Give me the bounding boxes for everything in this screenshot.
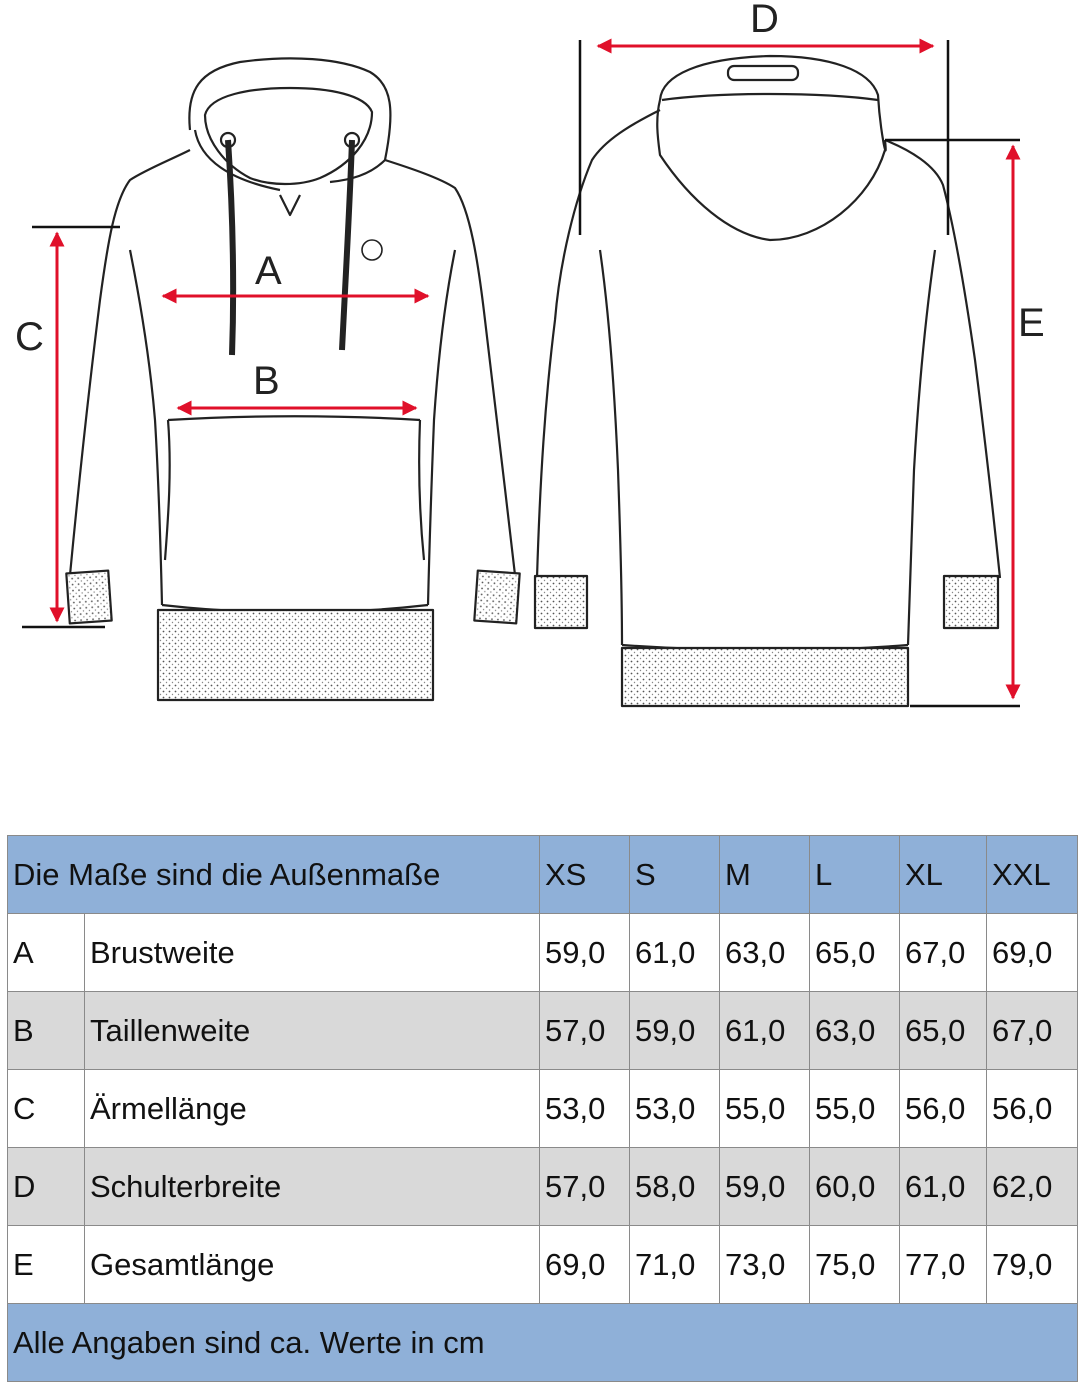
- row-key: A: [8, 914, 85, 992]
- footer-note: Alle Angaben sind ca. Werte in cm: [8, 1304, 1078, 1382]
- cell-value: 62,0: [987, 1148, 1078, 1226]
- cell-value: 67,0: [900, 914, 987, 992]
- cell-value: 63,0: [720, 914, 810, 992]
- size-header: XXL: [987, 836, 1078, 914]
- table-row: [8, 914, 1078, 992]
- size-header: L: [810, 836, 900, 914]
- size-table: [7, 835, 1078, 1382]
- label-d: D: [750, 0, 779, 41]
- size-header: XL: [900, 836, 987, 914]
- header-title: Die Maße sind die Außenmaße: [8, 836, 540, 914]
- row-key: E: [8, 1226, 85, 1304]
- table-row: [8, 1070, 1078, 1148]
- cell-value: 56,0: [900, 1070, 987, 1148]
- row-key: D: [8, 1148, 85, 1226]
- table-header-row: [8, 836, 1078, 914]
- cell-value: 69,0: [540, 1226, 630, 1304]
- cell-value: 59,0: [540, 914, 630, 992]
- row-name: Gesamtlänge: [85, 1226, 540, 1304]
- row-name: Brustweite: [85, 914, 540, 992]
- table-row: [8, 992, 1078, 1070]
- row-key: B: [8, 992, 85, 1070]
- size-header: S: [630, 836, 720, 914]
- cell-value: 59,0: [720, 1148, 810, 1226]
- cell-value: 79,0: [987, 1226, 1078, 1304]
- cell-value: 67,0: [987, 992, 1078, 1070]
- label-e: E: [1018, 301, 1045, 345]
- cell-value: 69,0: [987, 914, 1078, 992]
- hoodie-front-sketch: [66, 58, 519, 700]
- label-c: C: [15, 315, 44, 359]
- row-name: Ärmellänge: [85, 1070, 540, 1148]
- table-footer-row: [8, 1304, 1078, 1382]
- table-row: [8, 1226, 1078, 1304]
- cell-value: 60,0: [810, 1148, 900, 1226]
- cell-value: 65,0: [810, 914, 900, 992]
- cell-value: 59,0: [630, 992, 720, 1070]
- cell-value: 56,0: [987, 1070, 1078, 1148]
- cell-value: 53,0: [630, 1070, 720, 1148]
- cell-value: 57,0: [540, 1148, 630, 1226]
- cell-value: 63,0: [810, 992, 900, 1070]
- label-b: B: [253, 359, 280, 403]
- cell-value: 55,0: [810, 1070, 900, 1148]
- row-name: Taillenweite: [85, 992, 540, 1070]
- size-header: XS: [540, 836, 630, 914]
- cell-value: 53,0: [540, 1070, 630, 1148]
- cell-value: 65,0: [900, 992, 987, 1070]
- row-key: C: [8, 1070, 85, 1148]
- cell-value: 75,0: [810, 1226, 900, 1304]
- cell-value: 77,0: [900, 1226, 987, 1304]
- size-header: M: [720, 836, 810, 914]
- cell-value: 57,0: [540, 992, 630, 1070]
- cell-value: 61,0: [900, 1148, 987, 1226]
- row-name: Schulterbreite: [85, 1148, 540, 1226]
- cell-value: 61,0: [630, 914, 720, 992]
- label-a: A: [255, 249, 282, 293]
- cell-value: 58,0: [630, 1148, 720, 1226]
- cell-value: 61,0: [720, 992, 810, 1070]
- cell-value: 71,0: [630, 1226, 720, 1304]
- cell-value: 73,0: [720, 1226, 810, 1304]
- table-row: [8, 1148, 1078, 1226]
- cell-value: 55,0: [720, 1070, 810, 1148]
- hoodie-back-sketch: [535, 56, 1000, 706]
